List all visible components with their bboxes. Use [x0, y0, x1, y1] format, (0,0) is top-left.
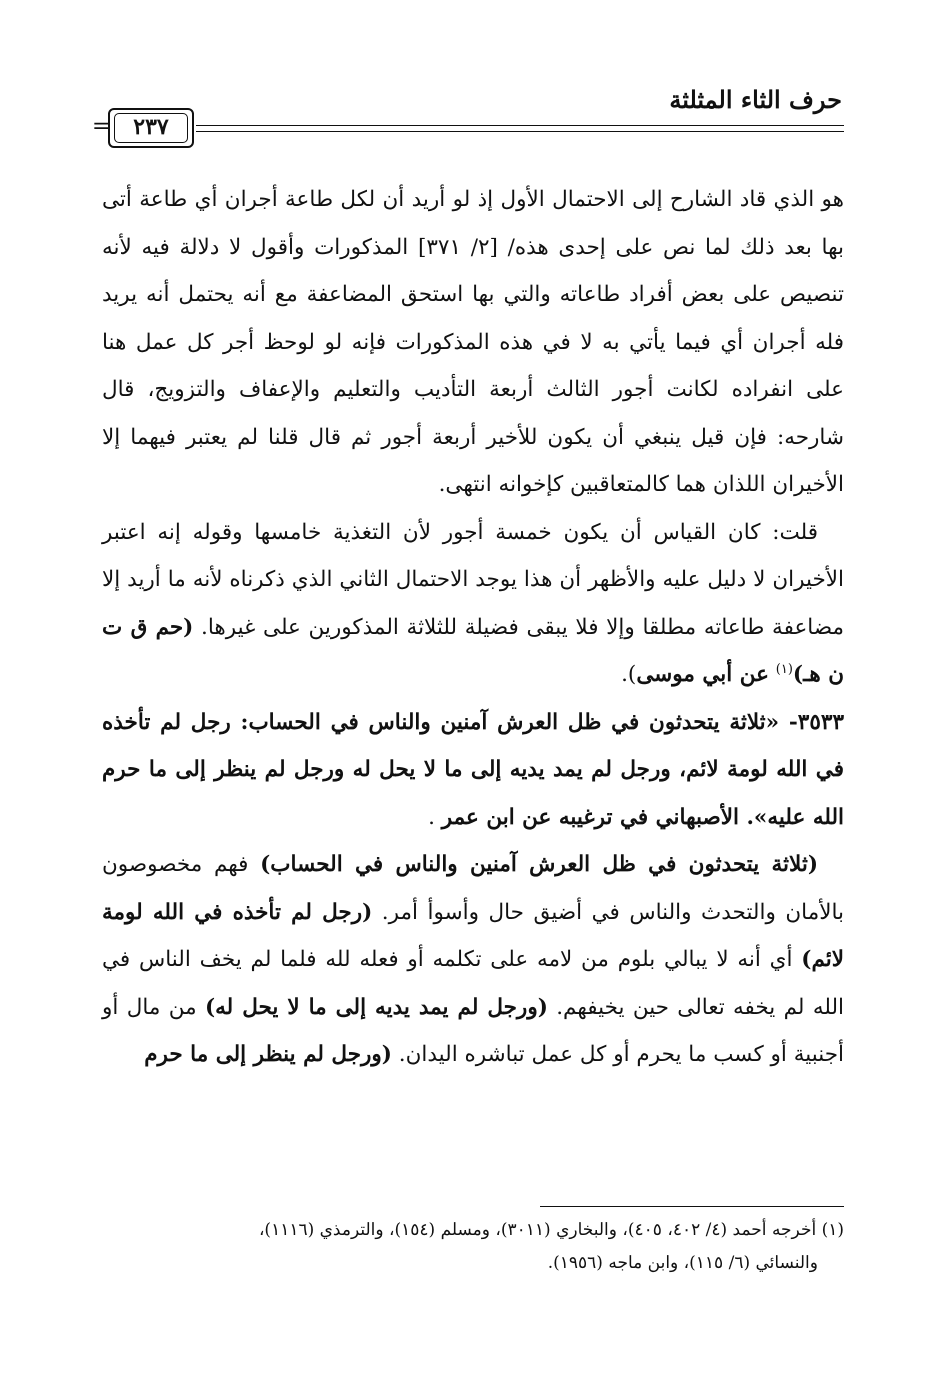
- quoted-phrase: (ثلاثة يتحدثون في ظل العرش آمنين والناس في الحساب): [260, 852, 818, 877]
- page-number: ٢٣٧: [114, 113, 188, 143]
- main-text: [102, 176, 844, 1079]
- rule-mark: =: [92, 114, 111, 139]
- quoted-phrase: (رجل لم تأخذه في الله لومة لائم): [102, 899, 844, 972]
- double-rule-line: [196, 125, 844, 132]
- header-rule: [92, 108, 844, 152]
- footnotes: [102, 1214, 844, 1280]
- narrator: عن أبي موسى: [636, 662, 769, 687]
- running-title: حرف الثاء المثلثة: [669, 85, 842, 114]
- source-reference: (حم ق ت ن هـ): [102, 614, 844, 687]
- quoted-phrase: (ورجل لم يمد يديه إلى ما لا يحل له): [204, 994, 548, 1020]
- paragraph-text: قلت: كان القياس أن يكون خمسة أجور لأن التغذية خامسها وقوله إنه اعتبر الأخيران لا دليل عليه والأظهر أن هذا يوجد الاحتمال الثاني الذي ذكرناه لأنه ما أريد إلا مضاعفة طاعاته مطلقا وإلا فلا يبقى فضيلة للثلاثة المذكورين على غيرها.: [102, 519, 844, 640]
- footnote-line: والنسائي (٦/ ١١٥)، وابن ماجه (١٩٥٦).: [547, 1253, 818, 1273]
- hadith-end: .: [428, 804, 442, 830]
- commentary-text: فهم مخصوصون بالأمان والتحدث والناس في أضيق حال وأسوأ أمر.: [102, 852, 845, 925]
- paragraph: هو الذي قاد الشارح إلى الاحتمال الأول إذ لو أريد أن لكل طاعة أجران أي طاعة أتى بها بعد ذلك لما نص على إحدى هذه/ [٢/ ٣٧١] المذكورات وأقول لا دلالة فيه لأنه تنصيص على بعض أفراد طاعاته والتي بها استحق المضاعفة مع أنه يحتمل أنه يريد فله أجران أي فيما يأتي به لا في هذه المذكورات فإنه لو لوحظ أجر كل عمل هنا على انفراده لكانت أجور الثالث أربعة التأديب والتعليم والإعفاف والتزويج، قال شارحه: فإن قيل ينبغي أن يكون للأخير أربعة أجور ثم قال قلنا لم يعتبر فيهما إلا الأخيران اللذان هما كالمتعاقبين كإخوانه انتهى.: [102, 187, 844, 497]
- commentary-paragraph: [102, 841, 844, 1079]
- quoted-phrase: (ورجل لم ينظر إلى ما حرم: [144, 1042, 392, 1067]
- paragraph-end: ).: [621, 662, 637, 687]
- commentary-text: من مال أو أجنبية أو كسب ما يحرم أو كل عمل تباشره اليدان.: [102, 994, 844, 1067]
- hadith-entry: [102, 699, 844, 842]
- footnote-separator: [540, 1206, 844, 1207]
- hadith-text: ٣٥٣٣- «ثلاثة يتحدثون في ظل العرش آمنين والناس في الحساب: رجل لم تأخذه في الله لومة لائم، ورجل لم يمد يديه إلى ما لا يحل له ورجل لم ينظر إلى ما حرم الله عليه». الأصبهاني في ترغيبه عن ابن عمر: [102, 709, 844, 830]
- footnote-marker: (١): [775, 661, 793, 677]
- paragraph: [102, 509, 844, 699]
- page-number-frame: [108, 108, 194, 148]
- commentary-text: أي أنه لا يبالي بلوم من لامه على تكلمه أو فعله لله فلما لم يخف الناس في الله لم يخفه تعالى حين يخيفهم.: [102, 947, 844, 1020]
- footnote-line: (١) أخرجه أحمد (٤/ ٤٠٢، ٤٠٥)، والبخاري (٣٠١١)، ومسلم (١٥٤)، والترمذي (١١١٦)،: [258, 1220, 844, 1240]
